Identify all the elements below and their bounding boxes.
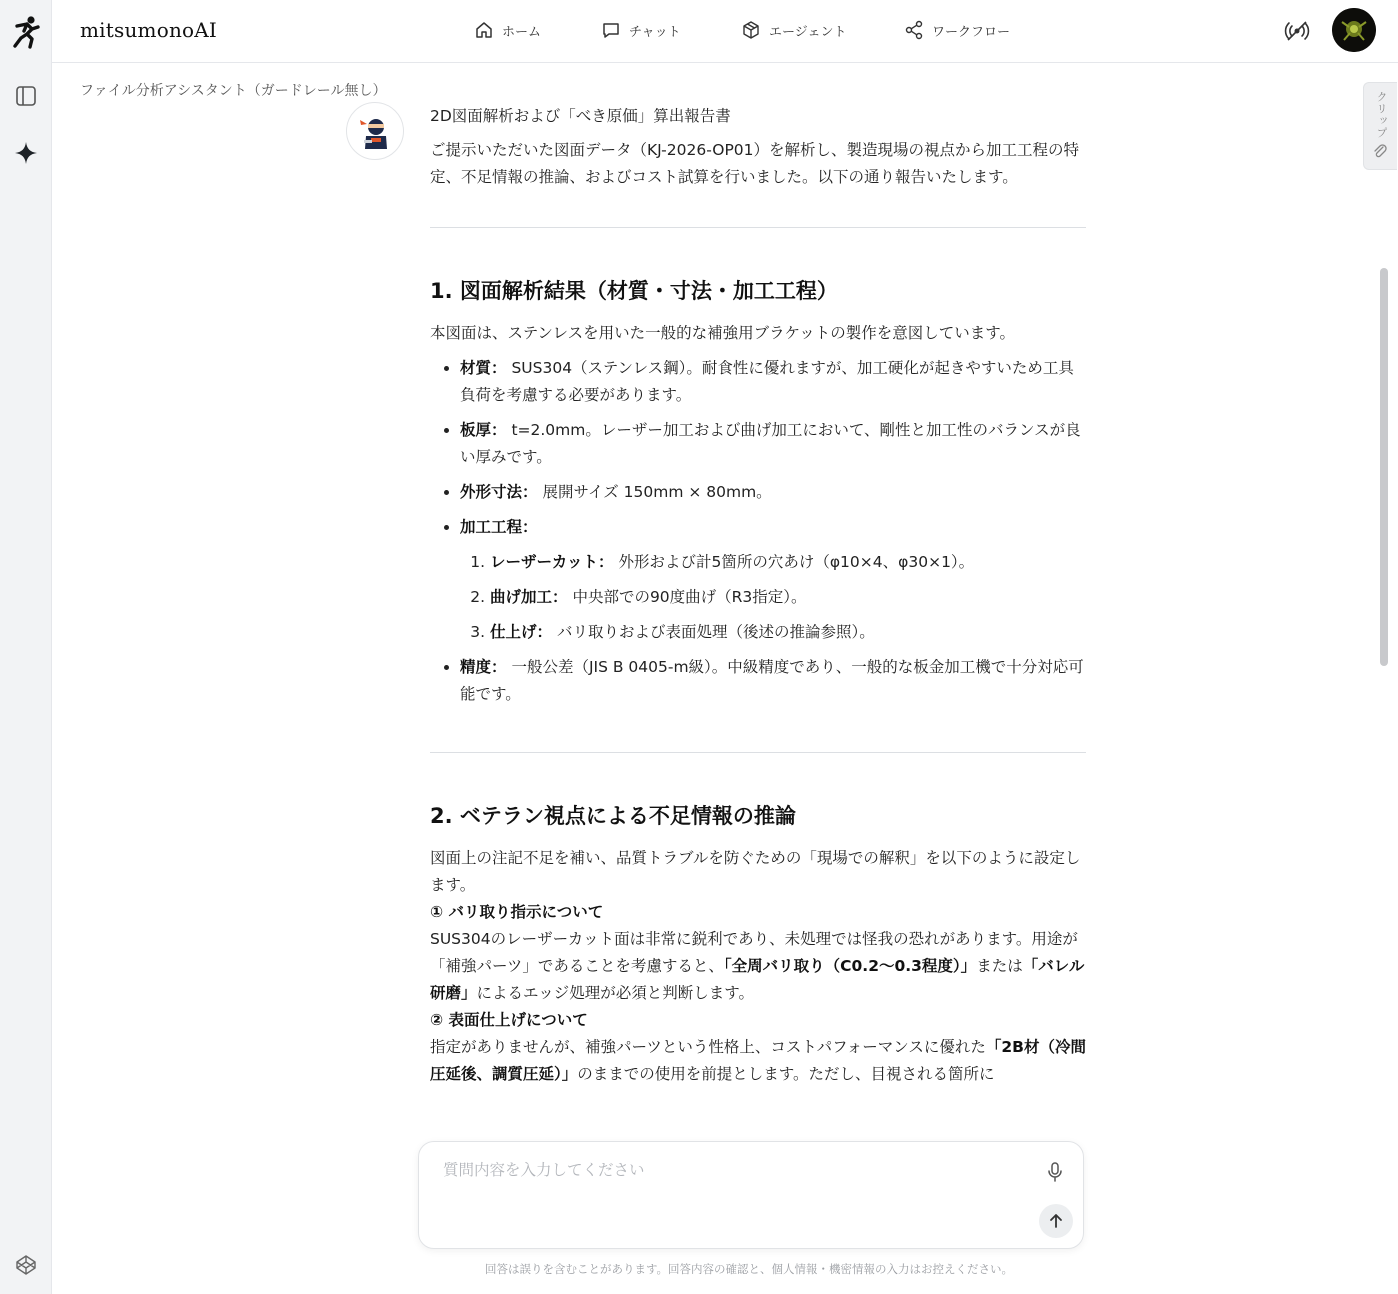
codepen-icon[interactable] <box>10 1249 42 1281</box>
runner-logo-icon[interactable] <box>10 16 42 48</box>
nav-home[interactable] <box>474 20 541 40</box>
list-item: 2. 曲げ加工： 中央部での90度曲げ（R3指定）。 <box>490 584 1086 611</box>
message-input[interactable] <box>441 1160 1005 1180</box>
nav-home-label: ホーム <box>502 24 542 40</box>
assistant-message <box>430 103 1086 1129</box>
section2-heading: 2. ベテラン視点による不足情報の推論 <box>430 804 796 828</box>
section2-sub2-heading: ② 表面仕上げについて <box>430 1011 588 1029</box>
cube-icon <box>741 20 761 40</box>
nav-workflow[interactable] <box>904 20 1010 40</box>
message-title: 2D図面解析および「べき原価」算出報告書 <box>430 107 731 125</box>
sidebar-toggle-icon[interactable] <box>10 80 42 112</box>
list-item: • 加工工程： 1. レーザーカット： 外形および計5箇所の穴あけ（φ10×4、φ30×1）。 2. 曲げ加工： 中央部での90度曲げ（R3指定）。 3. 仕上げ： バリ取りおよび表面処理（後述の推論参照）。 <box>460 514 1086 646</box>
top-bar <box>52 0 1398 63</box>
chat-icon <box>601 20 621 40</box>
message-intro: ご提示いただいた図面データ（KJ-2026-OP01）を解析し、製造現場の視点から加工工程の特定、不足情報の推論、およびコスト試算を行いました。以下の通り報告いたします。 <box>430 141 1080 186</box>
share-icon <box>904 20 924 40</box>
list-item: • 板厚： t=2.0mm。レーザー加工および曲げ加工において、剛性と加工性のバランスが良い厚みです。 <box>460 417 1086 471</box>
nav-agent-label: エージェント <box>769 24 847 40</box>
clip-label: クリップ <box>1375 91 1388 139</box>
section2-sub1-heading: ① バリ取り指示について <box>430 903 604 921</box>
section2-lead: 図面上の注記不足を補い、品質トラブルを防ぐための「現場での解釈」を以下のように設定します。 <box>430 849 1081 894</box>
nav-chat[interactable] <box>601 20 681 40</box>
nav-chat-label: チャット <box>629 24 681 40</box>
section2-sub1-body: SUS304のレーザーカット面は非常に鋭利であり、未処理では怪我の恐れがあります。用途が「補強パーツ」であることを考慮すると、「全周バリ取り（C0.2〜0.3程度）」または「バレル研磨」によるエッジ処理が必須と判断します。 <box>430 930 1085 1002</box>
section1-lead: 本図面は、ステンレスを用いた一般的な補強用ブラケットの製作を意図しています。 <box>430 324 1016 342</box>
scrollbar-thumb[interactable] <box>1380 268 1388 666</box>
home-icon <box>474 20 494 40</box>
list-item: • 精度： 一般公差（JIS B 0405-m級）。中級精度であり、一般的な板金加工機で十分対応可能です。 <box>460 654 1086 708</box>
process-steps <box>460 549 1086 646</box>
divider <box>430 752 1086 753</box>
user-avatar[interactable] <box>1332 8 1376 52</box>
assistant-avatar <box>346 102 404 160</box>
arrow-up-icon <box>1047 1212 1065 1230</box>
brand-name[interactable]: mitsumonoAI <box>80 18 218 42</box>
clip-side-tab[interactable] <box>1363 82 1397 170</box>
list-item: • 材質： SUS304（ステンレス鋼）。耐食性に優れますが、加工硬化が起きやすいため工具負荷を考慮する必要があります。 <box>460 355 1086 409</box>
disclaimer-text: 回答は誤りを含むことがあります。回答内容の確認と、個人情報・機密情報の入力はお控えください。 <box>484 1262 1014 1276</box>
section1-heading: 1. 図面解析結果（材質・寸法・加工工程） <box>430 279 838 303</box>
sparkle-icon[interactable] <box>10 137 42 169</box>
nav-workflow-label: ワークフロー <box>932 24 1011 40</box>
section1-list <box>430 355 1086 708</box>
list-item: 1. レーザーカット： 外形および計5箇所の穴あけ（φ10×4、φ30×1）。 <box>490 549 1086 576</box>
broadcast-icon[interactable] <box>1284 18 1310 44</box>
paperclip-icon <box>1372 143 1388 159</box>
list-item: • 外形寸法： 展開サイズ 150mm × 80mm。 <box>460 479 1086 506</box>
nav-agent[interactable] <box>741 20 846 40</box>
left-rail <box>0 0 52 1294</box>
assistant-name: ファイル分析アシスタント（ガードレール無し） <box>80 83 387 99</box>
message-composer <box>418 1141 1084 1249</box>
section2-sub2-body: 指定がありませんが、補強パーツという性格上、コストパフォーマンスに優れた「2B材（冷間圧延後、調質圧延）」のままでの使用を前提とします。ただし、目視される箇所に <box>430 1038 1086 1083</box>
list-item: 3. 仕上げ： バリ取りおよび表面処理（後述の推論参照）。 <box>490 619 1086 646</box>
divider <box>430 227 1086 228</box>
microphone-icon[interactable] <box>1043 1160 1067 1184</box>
send-button[interactable] <box>1039 1204 1073 1238</box>
